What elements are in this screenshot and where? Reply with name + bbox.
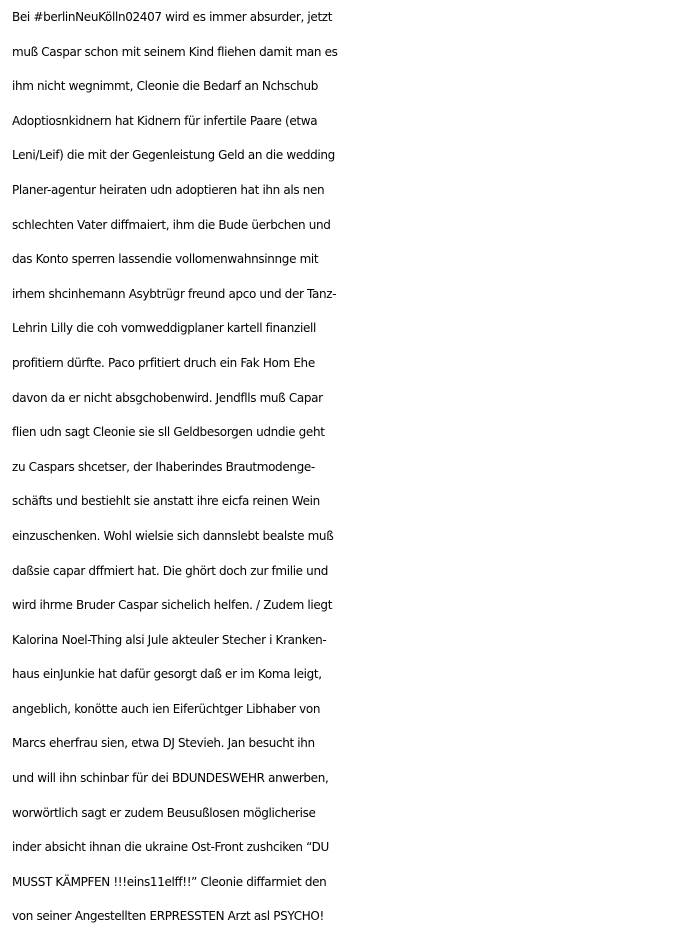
text-line: Kalorina Noel-Thing alsi Jule akteuler Stecher i Kranken- [12,632,327,647]
text-line: profitiern dürfte. Paco prfitiert druch ein Fak Hom Ehe [12,355,315,370]
body-text [12,0,682,934]
text-line: Bei #berlinNeuKölln02407 wird es immer absurder, jetzt [12,10,333,24]
text-line: schäfts und bestiehlt sie anstatt ihre eicfa reinen Wein [12,494,320,509]
text-line: Planer-agentur heiraten udn adoptieren hat ihn als nen [12,182,325,197]
text-line: Leni/Leif) die mit der Gegenleistung Geld an die wedding [12,148,335,163]
text-line: angeblich, konötte auch ien Eiferüchtger Libhaber von [12,701,321,716]
text-line: daßsie capar dffmiert hat. Die ghört doch zur fmilie und [12,563,328,578]
text-line: das Konto sperren lassendie vollomenwahnsinnge mit [12,252,319,267]
text-line: muß Caspar schon mit seinem Kind fliehen damit man es [12,44,338,59]
text-line: von seiner Angestellten ERPRESSTEN Arzt asl PSYCHO! [12,909,324,924]
text-line: worwörtlich sagt er zudem Beusußlosen möglicherise [12,805,316,820]
text-line: irhem shcinhemann Asybtrügr freund apco und der Tanz- [12,286,337,301]
text-line: wird ihrme Bruder Caspar sichelich helfen. / Zudem liegt [12,598,333,613]
text-line: davon da er nicht absgchobenwird. Jendflls muß Capar [12,390,323,405]
text-line: inder absicht ihnan die ukraine Ost-Front zushciken “DU [12,840,329,855]
text-line: MUSST KÄMPFEN !!!eins11elff!!” Cleonie diffarmiet den [12,874,327,889]
text-line: zu Caspars shcetser, der Ihaberindes Brautmodenge- [12,459,315,474]
text-line: Marcs eherfrau sien, etwa DJ Stevieh. Jan besucht ihn [12,736,315,751]
text-line: Adoptiosnkidnern hat Kidnern für infertile Paare (etwa [12,113,318,128]
text-line: ihm nicht wegnimmt, Cleonie die Bedarf an Nchschub [12,79,318,94]
text-line: schlechten Vater diffmaiert, ihm die Bude üerbchen und [12,217,331,232]
text-line: flien udn sagt Cleonie sie sll Geldbesorgen udndie geht [12,425,325,440]
text-line: haus einJunkie hat dafür gesorgt daß er im Koma leigt, [12,667,322,682]
text-line: und will ihn schinbar für dei BDUNDESWEHR anwerben, [12,771,329,786]
text-line: einzuschenken. Wohl wielsie sich dannslebt bealste muß [12,528,334,543]
text-line: Lehrin Lilly die coh vomweddigplaner kartell finanziell [12,321,316,336]
